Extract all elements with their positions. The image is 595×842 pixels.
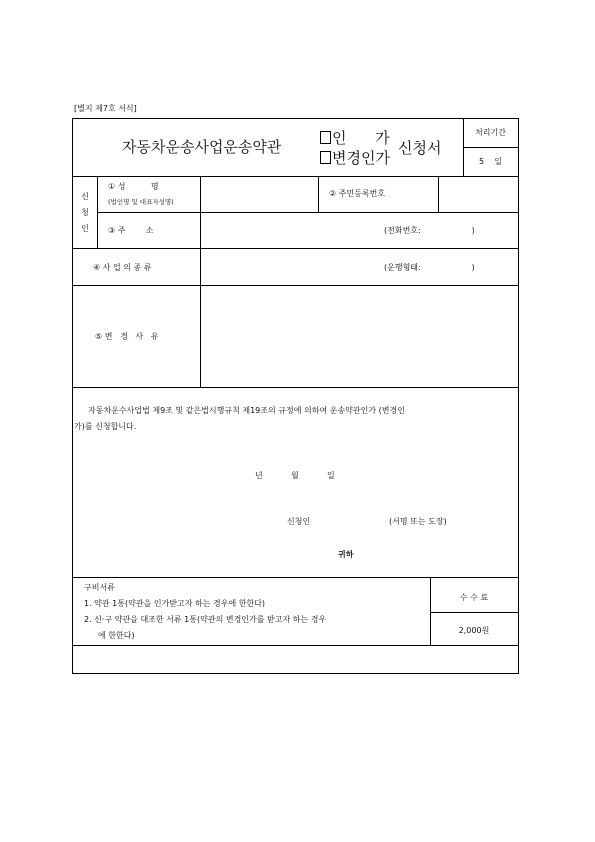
date-year-label: 년 — [255, 471, 263, 480]
table-bottom-border — [72, 673, 519, 674]
option-approval — [320, 127, 390, 148]
table-right-border — [518, 118, 519, 674]
name-field[interactable] — [202, 178, 316, 210]
resident-number-field[interactable] — [440, 178, 516, 210]
name-label: ① 성 명 — [108, 182, 159, 191]
statement-line-1: 자동차운수사업법 제9조 및 같은법시행규칙 제19조의 규정에 의하여 운송약관인가 (변경인 — [88, 406, 405, 415]
option-approval-label: 인 가 — [332, 129, 390, 147]
resident-number-label: ② 주민등록번호 — [329, 189, 386, 198]
processing-period-value: 5 일 — [479, 157, 502, 166]
business-type-field[interactable] — [202, 250, 382, 283]
form-title-suffix: 신청서 — [398, 139, 442, 157]
statement-bottom-line — [72, 577, 519, 578]
change-reason-label: ⑤ 변 경 사 유 — [95, 332, 159, 341]
address-label: ③ 주 소 — [108, 226, 154, 235]
document-item-2: 2. 신·구 약관을 대조한 서류 1통(약관의 변경인가를 받고자 하는 경우 — [84, 615, 327, 624]
signer-label: 신청인 — [287, 517, 311, 526]
statement-line-2: 가)를 신청합니다. — [74, 422, 137, 431]
name-value-divider — [318, 176, 319, 212]
documents-title: 구비서류 — [84, 583, 115, 592]
applicant-side-char: 신 — [81, 192, 89, 201]
applicant-side-char: 인 — [81, 224, 89, 233]
change-reason-field[interactable] — [202, 287, 516, 385]
processing-period-label: 처리기간 — [475, 128, 506, 137]
document-item-2-continued: 에 한한다) — [98, 631, 135, 640]
address-row-bottom-line — [72, 248, 519, 249]
business-row-bottom-line — [72, 285, 519, 286]
fee-value: 2,000원 — [458, 626, 490, 635]
applicant-side-label — [74, 189, 96, 237]
resident-number-divider — [438, 176, 439, 212]
label-column-divider — [200, 176, 201, 388]
option-change-label: 변경인가 — [332, 149, 390, 167]
name-row-bottom-line — [97, 212, 519, 213]
form-number-label: [별지 제7호 서식] — [74, 104, 137, 113]
route-type-label: (운행형태: ) — [384, 263, 475, 272]
documents-bottom-line — [72, 645, 519, 646]
phone-label: (전화번호: ) — [384, 226, 475, 235]
address-field[interactable] — [202, 214, 382, 246]
applicant-side-char: 청 — [81, 208, 89, 217]
document-item-1: 1. 약관 1통(약관을 인가받고자 하는 경우에 한한다) — [84, 599, 266, 608]
change-checkbox[interactable] — [320, 151, 331, 164]
fee-label: 수 수 료 — [459, 593, 489, 602]
option-change — [320, 147, 390, 168]
business-type-label: ④ 사 업 의 종 류 — [93, 263, 152, 272]
approval-checkbox[interactable] — [320, 131, 331, 144]
table-left-border — [72, 118, 73, 674]
signature-label: (서명 또는 도장) — [389, 517, 447, 526]
fee-label-bottom-line — [430, 612, 518, 613]
date-month-label: 월 — [291, 471, 299, 480]
recipient-label: 귀하 — [338, 550, 354, 559]
header-bottom-line — [72, 176, 519, 177]
reason-row-bottom-line — [72, 387, 519, 388]
form-title: 자동차운송사업운송약관 — [122, 138, 282, 156]
name-sublabel: (법인명 및 대표자성명) — [108, 198, 174, 206]
table-top-border — [72, 118, 519, 119]
period-divider — [463, 147, 518, 148]
date-day-label: 일 — [327, 471, 335, 480]
